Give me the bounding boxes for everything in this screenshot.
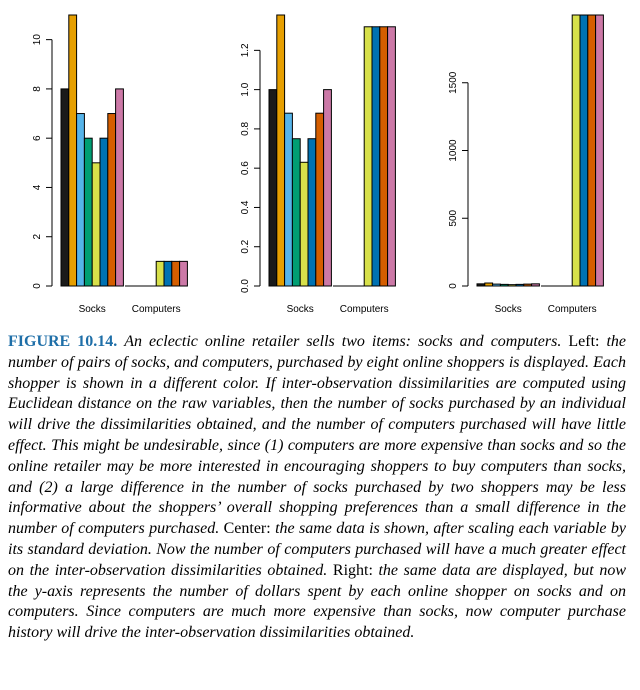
figure-charts — [0, 0, 640, 325]
bar-computers-shopper-6 — [580, 15, 588, 286]
y-tick-label: 2 — [32, 233, 43, 240]
bar-computers-shopper-7 — [380, 27, 388, 286]
bar-computers-shopper-5 — [364, 27, 372, 286]
y-tick-label: 1000 — [448, 139, 459, 162]
bar-socks-shopper-1 — [477, 284, 485, 286]
bar-socks-shopper-3 — [77, 114, 85, 286]
bar-computers-shopper-6 — [164, 261, 172, 286]
bar-socks-shopper-2 — [485, 283, 493, 286]
bar-socks-shopper-3 — [493, 284, 501, 286]
bar-socks-shopper-6 — [516, 284, 524, 286]
bar-socks-shopper-2 — [69, 15, 77, 286]
y-tick-label: 8 — [32, 86, 43, 92]
caption-right-text: the same data are displayed, but now the y-axis represents the number of dollars spent by each online shopper on socks and on computers. Since computers are much more expensive than socks, now computer purchase history will drive the inter-observation dissimilarities obtained. — [8, 561, 626, 642]
bar-socks-shopper-7 — [524, 284, 532, 286]
bar-socks-shopper-1 — [61, 89, 69, 286]
bar-socks-shopper-3 — [285, 113, 293, 286]
bar-socks-shopper-5 — [508, 285, 516, 286]
y-tick-label: 1.2 — [240, 43, 251, 58]
figure-label: FIGURE 10.14. — [8, 333, 118, 350]
bar-socks-shopper-5 — [300, 162, 308, 286]
caption-right-word: Right: — [332, 561, 373, 579]
bar-socks-shopper-2 — [277, 15, 285, 286]
bar-computers-shopper-8 — [596, 15, 604, 286]
category-label: Computers — [339, 304, 389, 315]
bar-computers-shopper-5 — [156, 261, 164, 286]
caption-center-text: the same data is shown, after scaling each variable by its standard deviation. Now the number of computers purchased will have a much greater effect on the inter-observation dissimilarities obtained. — [8, 520, 627, 579]
category-label: Socks — [494, 304, 522, 315]
caption-center-word: Center: — [223, 520, 271, 538]
y-tick-label: 1500 — [448, 71, 459, 94]
chart-panel-left — [32, 15, 187, 315]
bar-socks-shopper-4 — [500, 284, 508, 286]
bar-computers-shopper-7 — [172, 261, 180, 286]
chart-panel-center — [240, 15, 395, 315]
bar-computers-shopper-5 — [572, 15, 580, 286]
bar-socks-shopper-1 — [269, 90, 277, 286]
bar-computers-shopper-8 — [180, 261, 188, 286]
y-tick-label: 10 — [32, 34, 43, 46]
caption-left-text: the number of pairs of socks, and computers, purchased by eight online shoppers is displayed. Each shopper is shown in a different color. If inter-observation dissimilarities are computed using Euclidean distance on the raw variables, then the number of socks purchased by an individual will drive the dissimilarities obtained, and the number of computers purchased will have little effect. This might be undesirable, since (1) computers are more expensive than socks and so the online retailer may be more interested in encouraging shoppers to buy computers than socks, and (2) a large difference in the number of socks purchased by two shoppers may be less informative about the shoppers’ overall shopping preferences than a small difference in the number of computers purchased. — [8, 333, 627, 538]
y-tick-label: 500 — [448, 209, 459, 227]
y-tick-label: 0.8 — [240, 121, 251, 136]
bar-socks-shopper-5 — [92, 163, 100, 286]
y-tick-label: 0 — [32, 283, 43, 289]
bar-computers-shopper-6 — [372, 27, 380, 286]
bar-socks-shopper-8 — [532, 284, 540, 286]
category-label: Socks — [286, 304, 314, 315]
bar-computers-shopper-8 — [388, 27, 396, 286]
bar-socks-shopper-8 — [324, 90, 332, 286]
chart-panel-right — [448, 15, 603, 315]
y-tick-label: 1.0 — [240, 82, 251, 97]
y-tick-label: 0.6 — [240, 161, 251, 176]
category-label: Computers — [547, 304, 597, 315]
bar-socks-shopper-7 — [316, 113, 324, 286]
caption-left-word: Left: — [568, 333, 600, 350]
y-tick-label: 0.0 — [240, 279, 251, 293]
caption-sentence-1: An eclectic online retailer sells two items: socks and computers. — [124, 333, 562, 350]
y-tick-label: 6 — [32, 135, 43, 141]
y-tick-label: 0.2 — [240, 239, 251, 254]
category-label: Computers — [131, 304, 181, 315]
bar-socks-shopper-6 — [100, 138, 108, 286]
bar-socks-shopper-4 — [84, 138, 92, 286]
bar-computers-shopper-7 — [588, 15, 596, 286]
bar-socks-shopper-4 — [292, 139, 300, 286]
y-tick-label: 0 — [448, 283, 459, 289]
y-tick-label: 0.4 — [240, 200, 251, 215]
bar-socks-shopper-8 — [116, 89, 124, 286]
bar-socks-shopper-6 — [308, 139, 316, 286]
y-tick-label: 4 — [32, 184, 43, 191]
figure-caption — [8, 332, 626, 644]
category-label: Socks — [78, 304, 106, 315]
bar-socks-shopper-7 — [108, 114, 116, 286]
